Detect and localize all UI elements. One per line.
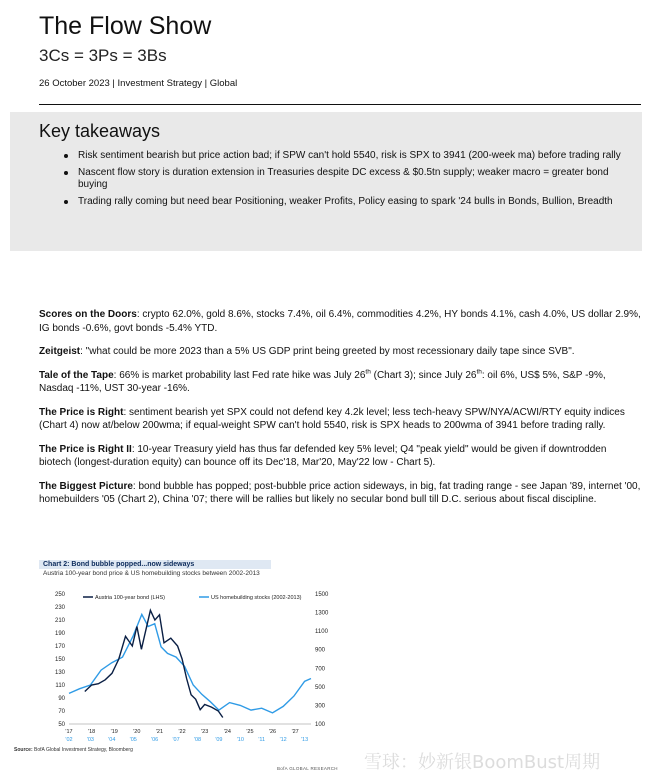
header-divider (39, 104, 641, 105)
x-top-tick-label: '25 (246, 729, 254, 735)
y-right-tick-label: 1100 (315, 629, 328, 636)
x-bottom-tick-label: '03 (86, 737, 95, 743)
paragraph-text: : oil 6%, US$ 5%, S&P -9%, Nasdaq -11%, UST 30-year -16%. (39, 369, 606, 394)
x-bottom-tick-label: '05 (129, 737, 137, 743)
source-label: Source: (14, 747, 33, 753)
x-top-tick-label: '23 (201, 729, 209, 735)
paragraph-price-is-right-2 (39, 443, 641, 470)
x-top-tick-label: '20 (133, 729, 141, 735)
paragraph-label: The Price is Right II (39, 443, 132, 455)
takeaway-item: Nascent flow story is duration extension in Treasuries despite DC excess & $0.5tn supply; weaker macro = greater bond buying (78, 167, 623, 191)
paragraph-price-is-right (39, 406, 641, 433)
x-top-tick-label: '26 (268, 729, 277, 735)
paragraph-label: Zeitgeist (39, 346, 81, 357)
paragraph-text: : bond bubble has popped; post-bubble price action sideways, in big, fat trading range - see Japan '89, internet '00, homebuilders '05 (Chart 2), China '07; there will be rallies but likely no secular bond bull till D.C. serious about fiscal discipline. (39, 480, 641, 505)
y-right-tick-label: 1500 (315, 592, 329, 598)
key-takeaways-list (78, 150, 623, 213)
paragraph-label: The Price is Right (39, 406, 124, 418)
y-left-tick-label: 190 (54, 631, 65, 637)
paragraph-text: : 10-year Treasury yield has thus far defended key 5% level; Q4 "peak yield" would be given if downtrodden biotech (longest-duration equity) can bounce off its Dec'18, Mar'20, May'22 low - Chart 5). (39, 443, 607, 468)
y-left-tick-label: 230 (54, 605, 65, 611)
y-left-tick-label: 90 (58, 696, 65, 702)
paragraph-label: Tale of the Tape (39, 369, 114, 381)
y-right-tick-label: 1300 (315, 610, 329, 617)
page-subtitle: 3Cs = 3Ps = 3Bs (39, 46, 167, 65)
series-line-homebuilding (69, 614, 311, 713)
paragraph-scores (39, 308, 641, 335)
y-left-tick-label: 250 (54, 592, 65, 598)
paragraph-text: : 66% is market probability last Fed rate hike was July 26 (113, 369, 366, 381)
superscript: th (476, 368, 482, 376)
x-bottom-tick-label: '10 (236, 737, 244, 743)
chart-plot (39, 586, 329, 760)
y-left-tick-label: 70 (58, 709, 65, 715)
y-left-tick-label: 110 (55, 683, 65, 689)
series-line-austria-bond (85, 610, 223, 717)
y-left-tick-label: 130 (54, 670, 65, 676)
y-left-tick-label: 210 (54, 618, 65, 624)
x-bottom-tick-label: '02 (65, 737, 73, 743)
chart-title: Chart 2: Bond bubble popped...now sideways (39, 560, 271, 569)
x-top-tick-label: '19 (110, 729, 118, 735)
x-bottom-tick-label: '09 (215, 737, 223, 743)
x-top-tick-label: '18 (88, 729, 96, 735)
x-top-tick-label: '22 (178, 729, 186, 735)
takeaway-item: Trading rally coming but need bear Positioning, weaker Profits, Policy easing to spark '24 bulls in Bonds, Bullion, Breadth (78, 196, 623, 208)
paragraph-label: Scores on the Doors (39, 309, 137, 320)
x-bottom-tick-label: '12 (279, 737, 287, 743)
x-top-tick-label: '24 (223, 729, 231, 735)
x-bottom-tick-label: '07 (172, 737, 180, 743)
source-text: BofA Global Investment Strategy, Bloomberg (32, 747, 133, 753)
y-left-tick-label: 170 (54, 644, 65, 650)
chart-subtitle: Austria 100-year bond price & US homebuilding stocks between 2002-2013 (43, 570, 260, 577)
y-right-tick-label: 300 (315, 703, 326, 710)
footer-brand: BofA GLOBAL RESEARCH (277, 766, 338, 771)
key-takeaways-box (10, 112, 642, 251)
y-right-tick-label: 700 (315, 666, 326, 673)
legend-label-bond: Austria 100-year bond (LHS) (95, 595, 166, 601)
x-top-tick-label: '17 (65, 729, 73, 735)
x-top-tick-label: '21 (155, 729, 164, 735)
y-left-tick-label: 150 (54, 657, 65, 663)
chart-2 (39, 560, 329, 760)
paragraph-zeitgeist (39, 345, 641, 359)
x-top-tick-label: '27 (291, 729, 299, 735)
key-takeaways-heading: Key takeaways (39, 121, 161, 141)
paragraph-text: : sentiment bearish yet SPX could not defend key 4.2k level; less tech-heavy SPW/NYA/ACWI/RTY equity indices (Chart 4) now at/below 200wma; if equal-weight SPW can't hold 5540, risk is SPX heads to 200wma of 3941 before trading rally. (39, 406, 625, 431)
y-right-tick-label: 900 (315, 647, 326, 654)
superscript: th (365, 368, 371, 376)
x-bottom-tick-label: '11 (258, 737, 266, 743)
body-text (39, 308, 641, 517)
legend-label-homebuilding: US homebuilding stocks (2002-2013) (211, 595, 302, 601)
x-bottom-tick-label: '04 (108, 737, 116, 743)
takeaway-item: Risk sentiment bearish but price action bad; if SPW can't hold 5540, risk is SPX to 3941 (200-week ma) before trading rally (78, 150, 623, 162)
paragraph-text: (Chart 3); since July 26 (370, 369, 477, 381)
y-right-tick-label: 500 (315, 684, 326, 691)
watermark: 雪球：妙新银BoomBust周期 (364, 752, 601, 773)
y-right-tick-label: 100 (315, 722, 326, 728)
page-title: The Flow Show (39, 12, 212, 40)
paragraph-text: : "what could be more 2023 than a 5% US GDP print being greeted by most recessionary daily tape since SVB". (80, 346, 575, 357)
x-bottom-tick-label: '13 (300, 737, 309, 743)
x-bottom-tick-label: '06 (151, 737, 159, 743)
paragraph-tale-of-tape (39, 369, 641, 396)
paragraph-text: : crypto 62.0%, gold 8.6%, stocks 7.4%, oil 6.4%, commodities 4.2%, HY bonds 4.1%, cash 4.0%, US dollar 2.9%, IG bonds -0.6%, govt bonds -5.4% YTD. (39, 309, 641, 334)
paragraph-label: The Biggest Picture (39, 480, 133, 492)
y-left-tick-label: 50 (58, 722, 65, 728)
report-meta: 26 October 2023 | Investment Strategy | Global (39, 78, 238, 89)
paragraph-biggest-picture (39, 480, 641, 507)
chart-source (14, 747, 133, 753)
x-bottom-tick-label: '08 (193, 737, 202, 743)
